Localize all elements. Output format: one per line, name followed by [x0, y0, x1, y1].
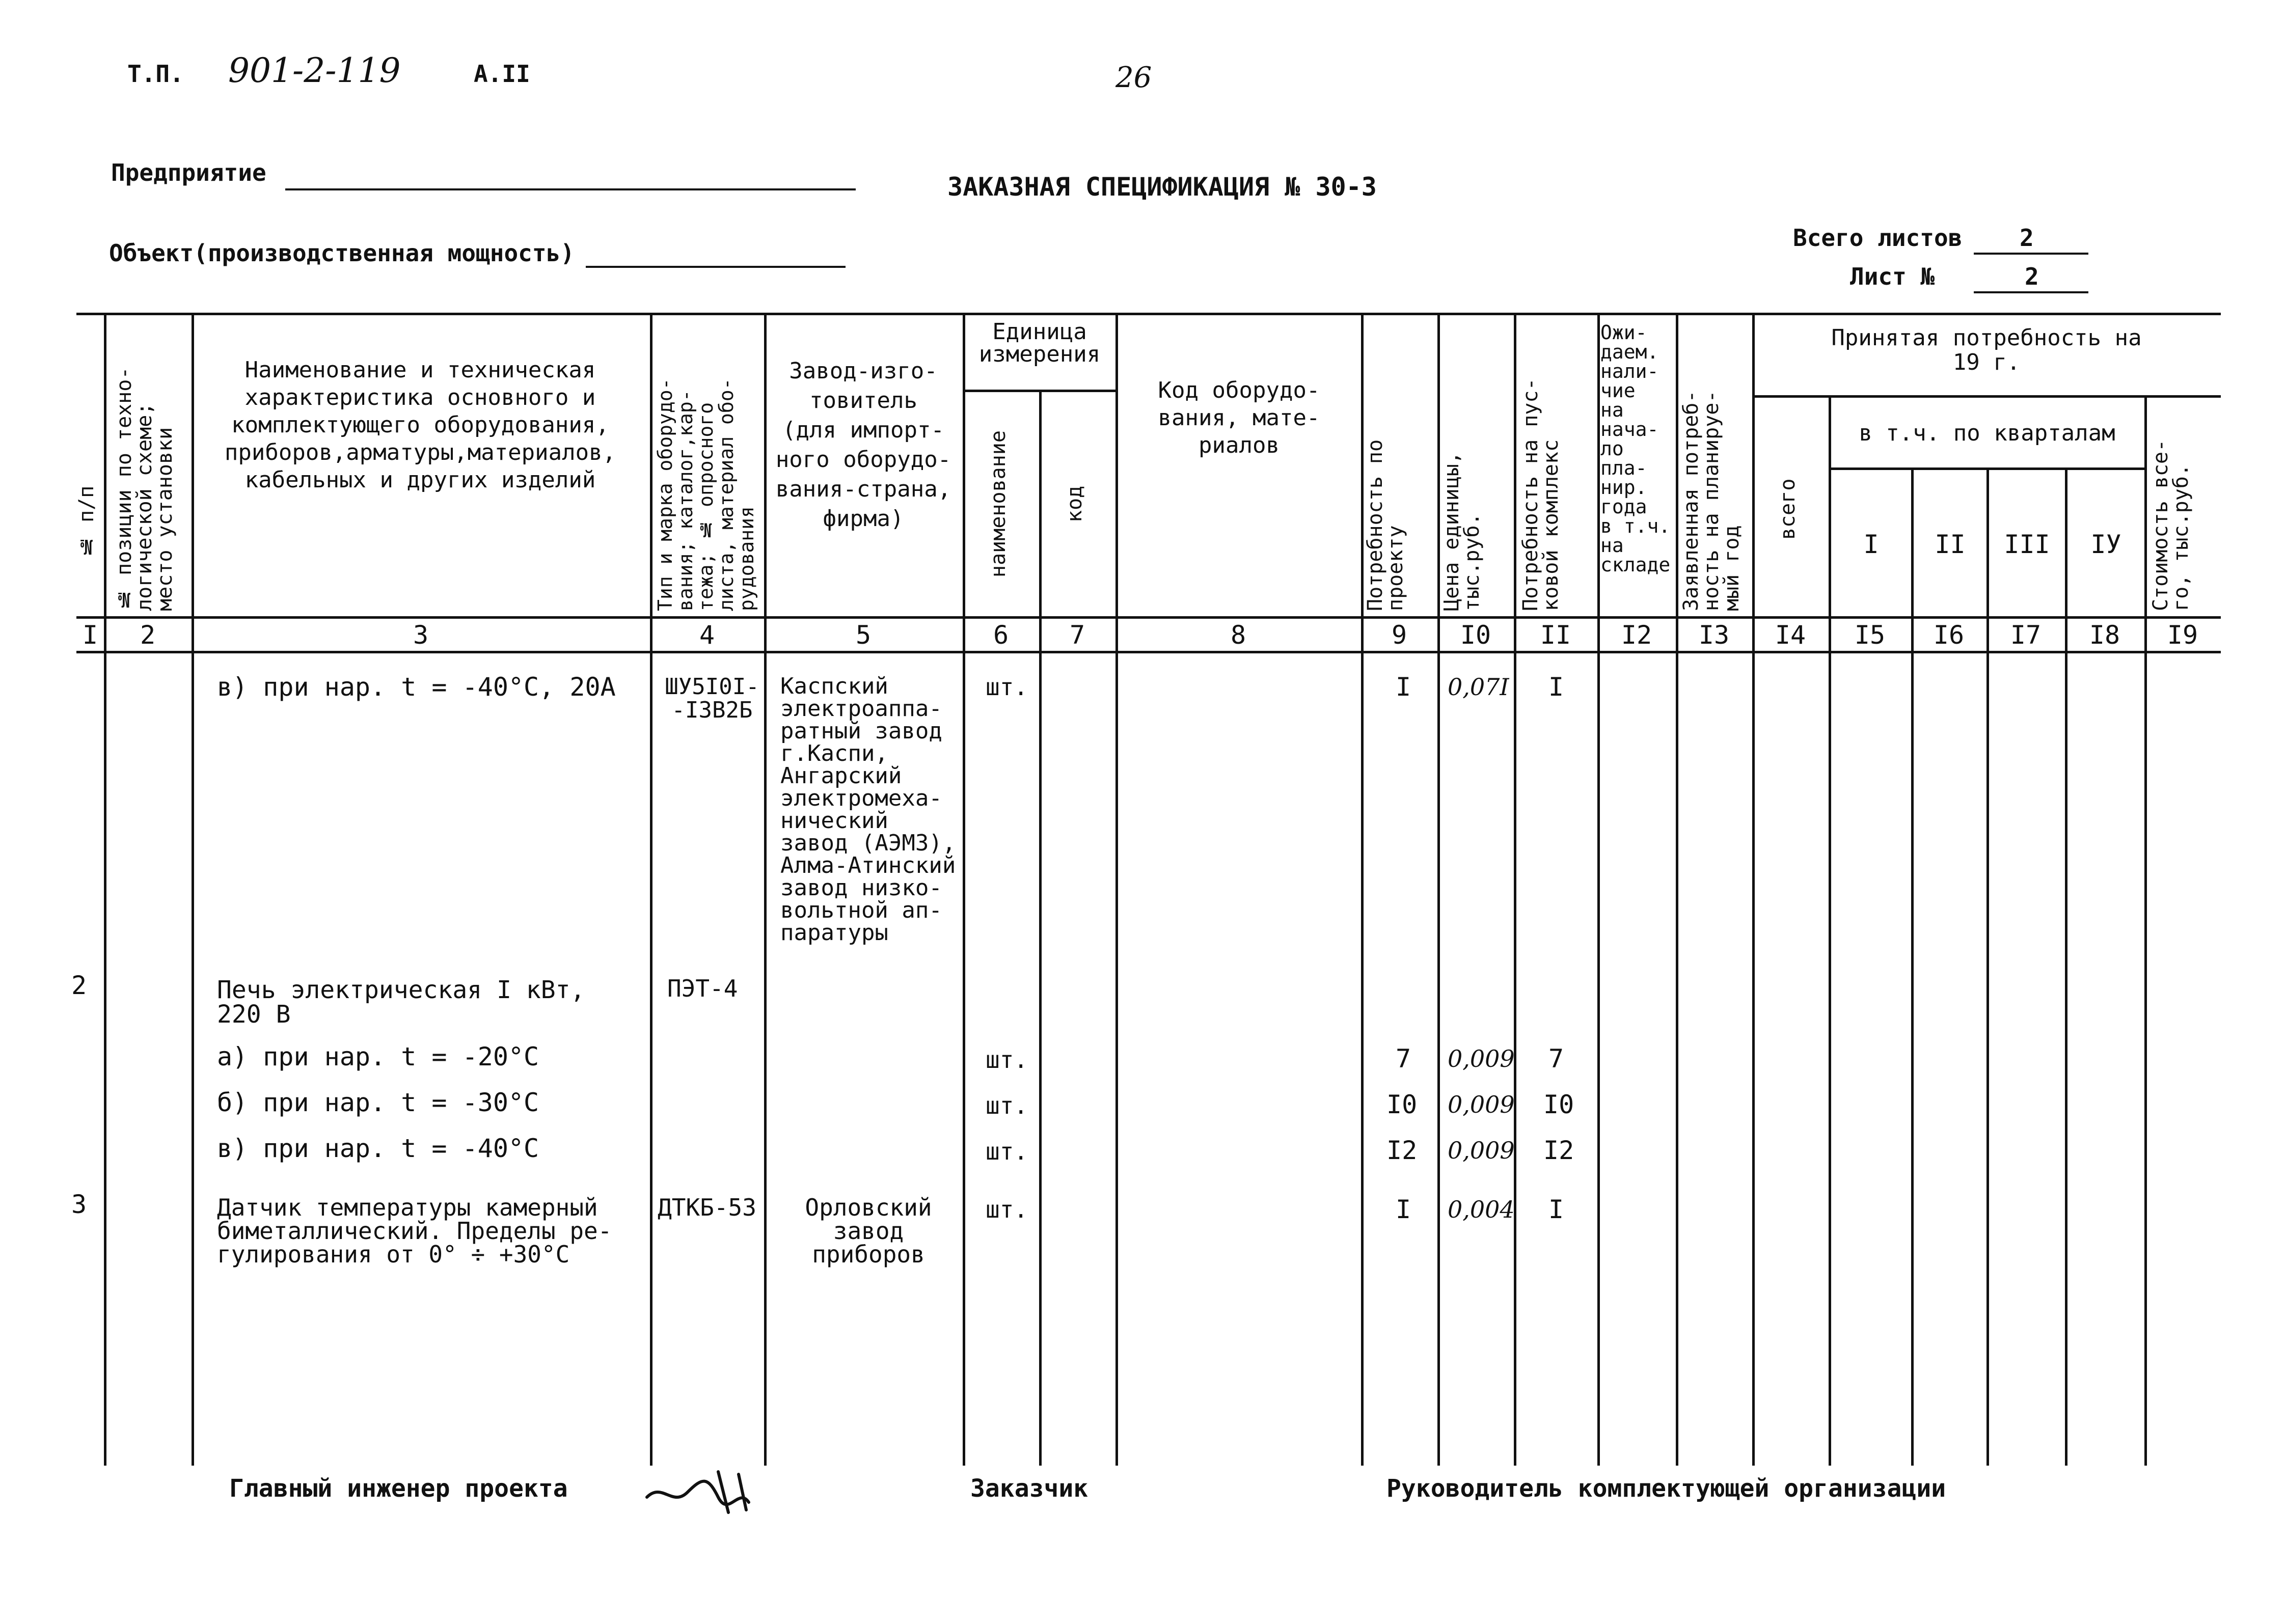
sheet-value: 2	[2025, 263, 2039, 290]
total-sheets-underline	[1974, 253, 2088, 255]
item-need: 7	[1396, 1044, 1411, 1074]
table-top-line	[76, 313, 2221, 315]
col-header-18: IУ	[2090, 530, 2121, 559]
col-number: I5	[1854, 620, 1886, 650]
object-underline	[586, 266, 846, 268]
col-header-3: Наименование и техническая характеристика основного и комплектующего оборудования, приборов,арматуры,материалов, кабельных и других изделий	[224, 357, 616, 493]
col-number: I	[82, 620, 98, 650]
accepted-group-header: Принятая потребность на 19 г.	[1831, 325, 2142, 375]
col-divider	[1911, 467, 1914, 1466]
col-header-10: Цена единицы, тыс.руб.	[1440, 451, 1484, 611]
col-header-11: Потребность на пус- ковой комплекс	[1519, 378, 1563, 611]
item-name: б) при нар. t = -30°C	[217, 1088, 539, 1117]
row-number: 3	[71, 1190, 87, 1219]
unit-group-header: Единица измерения	[978, 319, 1101, 367]
item-unit: шт.	[986, 1196, 1028, 1223]
item-startup: I	[1548, 1195, 1564, 1224]
col-header-5: Завод-изго- товитель (для импорт- ного оборудо- вания-страна, фирма)	[775, 358, 951, 532]
quarters-group-header: в т.ч. по кварталам	[1859, 420, 2115, 446]
item-startup: I	[1548, 672, 1564, 702]
col-header-15: I	[1863, 530, 1879, 559]
item-unit: шт.	[986, 1046, 1028, 1074]
item-price: 0,009	[1448, 1091, 1515, 1118]
item-price: 0,009	[1448, 1137, 1515, 1164]
col-header-1: № п/п	[75, 485, 98, 559]
signature-scribble-icon	[642, 1462, 764, 1518]
col-number: II	[1540, 620, 1571, 650]
col-number: 3	[413, 620, 429, 650]
page-number: 26	[1115, 61, 1152, 94]
item-startup: I2	[1543, 1136, 1574, 1165]
col-divider	[1514, 313, 1516, 1466]
col-number: I2	[1621, 620, 1652, 650]
col-number: I0	[1460, 620, 1491, 650]
col-number: I4	[1775, 620, 1806, 650]
item-unit: шт.	[986, 1138, 1028, 1165]
item-startup: I0	[1543, 1090, 1574, 1119]
item-maker: Каспский электроаппа- ратный завод г.Каспи, Ангарский электромеха- нический завод (АЭМЗ), Алма-Атинский завод низко- вольтной ап- паратуры	[780, 673, 956, 946]
col-number: 5	[855, 620, 872, 650]
col-header-16: II	[1935, 530, 1966, 559]
col-number: 6	[993, 620, 1009, 650]
item-need: I	[1396, 672, 1411, 702]
object-label: Объект(производственная мощность)	[109, 239, 575, 267]
col-divider	[104, 313, 106, 1466]
tp-number: 901-2-119	[228, 51, 401, 90]
item-name: в) при нар. t = -40°C, 20A	[217, 672, 616, 702]
col-header-19: Стоимость все- го, тыс.руб.	[2149, 439, 2193, 611]
sheet-label: Лист №	[1850, 263, 1935, 290]
chief-engineer-label: Главный инженер проекта	[229, 1474, 568, 1503]
item-name: в) при нар. t = -40°C	[217, 1134, 539, 1163]
col-number: 2	[140, 620, 156, 650]
col-header-14: всего	[1776, 478, 1800, 540]
col-divider	[2144, 395, 2147, 1466]
item-type: ПЭТ-4	[667, 975, 738, 1002]
col-divider	[1115, 313, 1118, 1466]
item-price: 0,009	[1448, 1045, 1515, 1072]
col-divider	[1597, 313, 1600, 1466]
row-number: 2	[71, 971, 87, 1000]
col-divider	[1039, 390, 1042, 1466]
item-startup: 7	[1548, 1044, 1564, 1074]
col-number: I6	[1933, 620, 1965, 650]
col-number: 7	[1069, 620, 1085, 650]
col-header-8: Код оборудо- вания, мате- риалов	[1158, 377, 1320, 458]
enterprise-underline	[285, 188, 856, 190]
col-number: I7	[2010, 620, 2042, 650]
col-divider	[650, 313, 652, 1466]
item-unit: шт.	[986, 1092, 1028, 1119]
col-number: I9	[2167, 620, 2198, 650]
item-need: I	[1396, 1195, 1411, 1224]
item-price: 0,004	[1448, 1196, 1515, 1223]
col-divider	[1676, 313, 1678, 1466]
item-name: а) при нар. t = -20°C	[217, 1042, 539, 1071]
item-type: ШУ5I0I- -I3В2Б	[665, 674, 759, 723]
col-header-2: № позиции по техно- логической схеме; место установки	[113, 367, 177, 611]
col-divider	[2065, 467, 2067, 1466]
col-header-7: код	[1063, 485, 1086, 523]
col-number: 8	[1230, 620, 1246, 650]
item-name: Печь электрическая I кВт, 220 В	[217, 976, 585, 1029]
item-need: I2	[1386, 1136, 1418, 1165]
item-need: I0	[1386, 1090, 1418, 1119]
col-divider	[1986, 467, 1989, 1466]
supplier-head-label: Руководитель комплектующей организации	[1386, 1474, 1946, 1503]
sheet-underline	[1974, 291, 2088, 293]
tp-label: Т.П.	[127, 60, 184, 88]
total-sheets-label: Всего листов	[1793, 224, 1963, 252]
col-divider	[1752, 313, 1755, 1466]
album-label: А.II	[474, 60, 530, 88]
col-number: 4	[699, 620, 715, 650]
col-header-12: Ожи- даем. нали- чие на нача- ло пла- нир. года в т.ч. на складе	[1600, 321, 1671, 576]
col-header-4: Тип и марка оборудо- вания; каталог,кар- тежа; № опросного листа, материал обо- рудования	[654, 378, 758, 611]
col-number: I8	[2089, 620, 2120, 650]
enterprise-label: Предприятие	[111, 159, 266, 186]
col-number: I3	[1698, 620, 1730, 650]
col-header-6: наименование	[987, 430, 1010, 578]
column-numbers-line	[76, 651, 2221, 653]
col-number: 9	[1391, 620, 1407, 650]
customer-label: Заказчик	[970, 1474, 1088, 1503]
item-price: 0,07I	[1448, 673, 1509, 701]
item-type: ДТКБ-53	[658, 1194, 756, 1221]
total-sheets-value: 2	[2020, 224, 2034, 252]
col-header-17: III	[2004, 530, 2050, 559]
header-bottom-line	[76, 616, 2221, 619]
item-unit: шт.	[986, 673, 1028, 701]
item-name: Датчик температуры камерный биметаллический. Пределы ре- гулирования от 0° ÷ +30°C	[217, 1194, 612, 1268]
item-maker: Орловский завод приборов	[805, 1194, 932, 1268]
accepted-subheader-line	[1752, 395, 2221, 398]
spec-title: ЗАКАЗНАЯ СПЕЦИФИКАЦИЯ № 30-3	[947, 172, 1377, 202]
col-header-9: Потребность по проекту	[1364, 439, 1407, 611]
col-header-13: Заявленная потреб- ность на планируе- мый год	[1679, 390, 1744, 611]
